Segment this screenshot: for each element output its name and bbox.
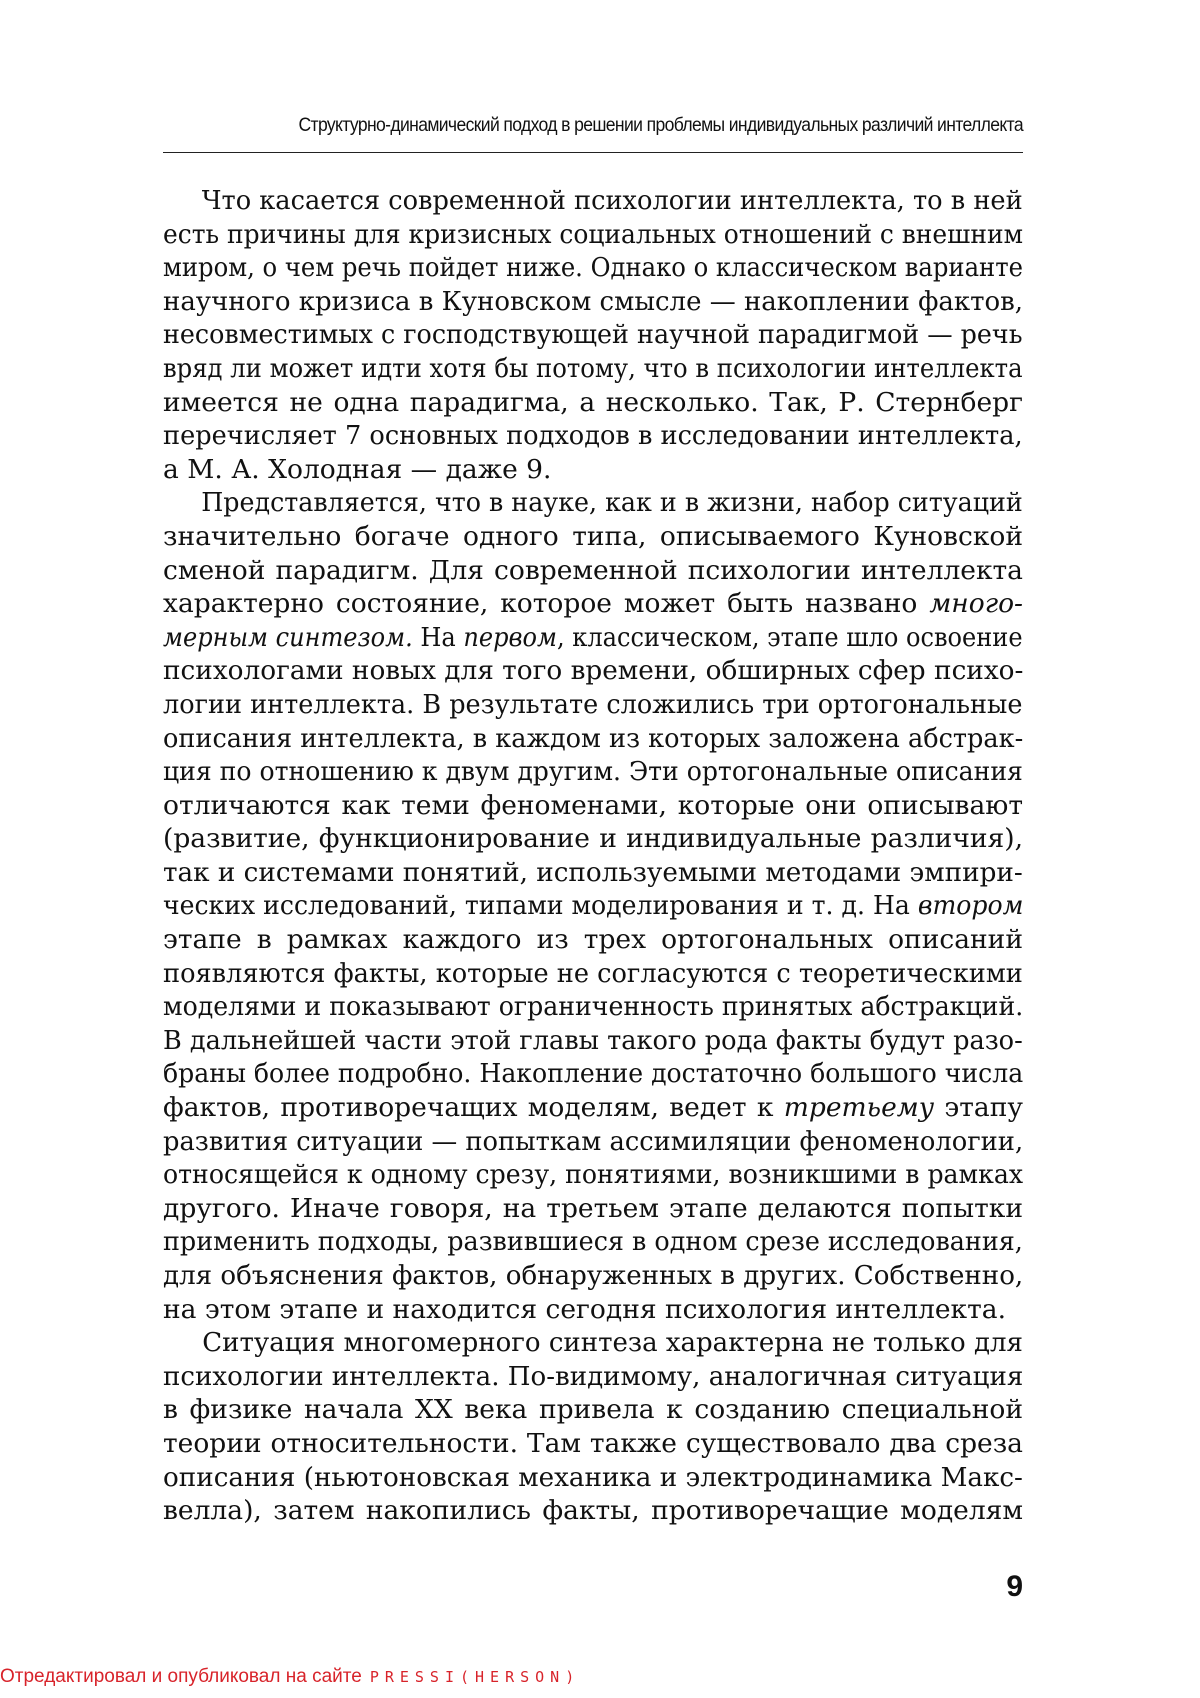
paragraph-2-line-2: значительно богаче одного типа, описываемого Куновской	[163, 520, 1023, 554]
italic-term: много-	[929, 588, 1023, 619]
paragraph-3-line-3: в физике начала XX века привела к созданию специальной	[163, 1393, 1023, 1427]
italic-term: мерным синтезом.	[163, 622, 413, 653]
paragraph-1-line-6: вряд ли может идти хотя бы потому, что в психологии интеллекта	[163, 352, 951, 386]
italic-term: втором	[918, 890, 1024, 921]
line-text: , классическом, этапе шло освоение	[557, 622, 1023, 653]
paragraph-3-line-4: теории относительности. Там также существовало два среза	[163, 1427, 1023, 1461]
paragraph-2-line-15: появляются факты, которые не согласуются с теоретическими	[163, 957, 994, 991]
paragraph-2-line-14: этапе в рамках каждого из трех ортогональных описаний	[163, 923, 1023, 957]
paragraph-2-line-25: на этом этапе и находится сегодня психология интеллекта.	[163, 1293, 1023, 1327]
italic-term: первом	[463, 622, 557, 653]
paragraph-1-line-1: Что касается современной психологии интеллекта, то в ней	[163, 184, 995, 218]
paragraph-2-line-20: развития ситуации — попыткам ассимиляции феноменологии,	[163, 1125, 998, 1159]
line-text: этапу	[934, 1092, 1023, 1123]
footer-credit-text: Отредактировал и опубликовал на сайте	[0, 1666, 362, 1687]
paragraph-2-line-7: логии интеллекта. В результате сложились три ортогональные	[163, 688, 991, 722]
paragraph-2-line-5	[163, 621, 944, 655]
paragraph-2-line-10: отличаются как теми феноменами, которые они описывают	[163, 789, 1023, 823]
running-head: Структурно-динамический подход в решении проблемы индивидуальных различий интеллекта	[249, 114, 1023, 137]
paragraph-1-line-8: перечисляет 7 основных подходов в исследовании интеллекта,	[163, 419, 994, 453]
paragraph-2-line-23: применить подходы, развившиеся в одном срезе исследования,	[163, 1225, 988, 1259]
footer-site-link[interactable]: PRESSI(HERSON)	[370, 1668, 580, 1686]
paragraph-2-line-16: моделями и показывают ограниченность принятых абстракций.	[163, 990, 980, 1024]
paragraph-1-line-4: научного кризиса в Куновском смысле — накоплении фактов,	[163, 285, 1006, 319]
italic-term: третьему	[784, 1092, 934, 1123]
paragraph-3-line-1: Ситуация многомерного синтеза характерна не только для	[163, 1326, 1007, 1360]
paragraph-2-line-6: психологами новых для того времени, обширных сфер психо-	[163, 654, 1017, 688]
line-text: фактов, противоречащих моделям, ведет к	[163, 1092, 784, 1123]
paragraph-2-line-4	[163, 587, 1023, 621]
paragraph-2-line-24: для объяснения фактов, обнаруженных в других. Собственно,	[163, 1259, 1010, 1293]
paragraph-2-line-19	[163, 1091, 1023, 1125]
body-text	[163, 184, 1023, 1528]
paragraph-2-line-17: В дальнейшей части этой главы такого рода факты будут разо-	[163, 1024, 993, 1058]
paragraph-2-line-11: (развитие, функционирование и индивидуальные различия),	[163, 822, 1023, 856]
paragraph-2-line-9: ция по отношению к двум другим. Эти ортогональные описания	[163, 755, 978, 789]
paragraph-3-line-5: описания (ньютоновская механика и электродинамика Макс-	[163, 1461, 1013, 1495]
paragraph-1-line-5: несовместимых с господствующей научной парадигмой — речь	[163, 318, 987, 352]
line-text: характерно состояние, которое может быть названо	[163, 588, 929, 619]
paragraph-1-line-3: миром, о чем речь пойдет ниже. Однако о классическом варианте	[163, 251, 951, 285]
header-rule	[163, 152, 1023, 153]
paragraph-3-line-2: психологии интеллекта. По-видимому, аналогичная ситуация	[163, 1360, 1009, 1394]
line-text: ческих исследований, типами моделирования и т. д. На	[163, 890, 918, 921]
paragraph-1-line-9: а М. А. Холодная — даже 9.	[163, 453, 1023, 487]
paragraph-1-line-7: имеется не одна парадигма, а несколько. Так, Р. Стернберг	[163, 386, 1023, 420]
paragraph-2-line-3: сменой парадигм. Для современной психологии интеллекта	[163, 554, 1023, 588]
paragraph-2-line-18: браны более подробно. Накопление достаточно большого числа	[163, 1057, 978, 1091]
footer-credit	[0, 1666, 580, 1688]
paragraph-2-line-21: относящейся к одному срезу, понятиями, возникшими в рамках	[163, 1158, 979, 1192]
paragraph-2-line-1: Представляется, что в науке, как и в жизни, набор ситуаций	[163, 486, 985, 520]
page-number: 9	[900, 1570, 1023, 1604]
paragraph-2-line-8: описания интеллекта, в каждом из которых заложена абстрак-	[163, 722, 992, 756]
paragraph-2-line-13	[163, 889, 978, 923]
book-page	[0, 0, 1200, 1698]
paragraph-1-line-2: есть причины для кризисных социальных отношений с внешним	[163, 218, 972, 252]
line-text: На	[413, 622, 464, 653]
paragraph-3-line-6: велла), затем накопились факты, противоречащие моделям	[163, 1494, 1023, 1528]
paragraph-2-line-12: так и системами понятий, используемыми методами эмпири-	[163, 856, 1014, 890]
paragraph-2-line-22: другого. Иначе говоря, на третьем этапе делаются попытки	[163, 1192, 1023, 1226]
